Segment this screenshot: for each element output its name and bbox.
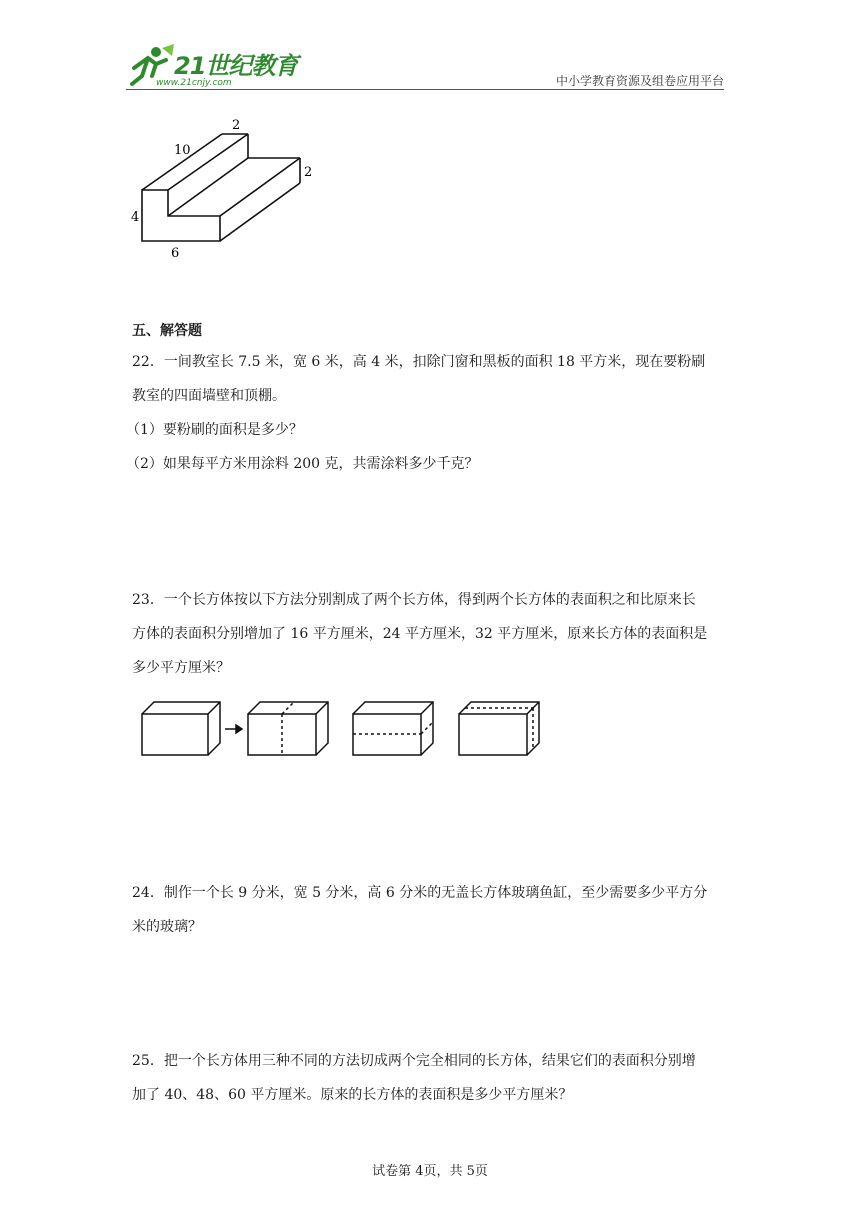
q25-line2: 加了 40、48、60 平方厘米。原来的长方体的表面积是多少平方厘米？ bbox=[132, 1087, 573, 1103]
arrow-icon bbox=[225, 725, 242, 733]
page-footer: 试卷第 4页，共 5页 bbox=[372, 1164, 488, 1179]
q23-line1: 23．一个长方体按以下方法分别割成了两个长方体，得到两个长方体的表面积之和比原来长 bbox=[132, 592, 696, 608]
logo-main-text: 21世纪教育 bbox=[174, 52, 298, 80]
q23-line3: 多少平方厘米？ bbox=[132, 660, 230, 676]
label-right: 2 bbox=[304, 165, 313, 180]
site-logo[interactable] bbox=[126, 42, 296, 92]
q22-line1: 22．一间教室长 7.5 米，宽 6 米，高 4 米，扣除门窗和黑板的面积 18 平方米，现在要粉刷 bbox=[132, 354, 706, 370]
label-left: 4 bbox=[131, 210, 140, 225]
q24-line1: 24．制作一个长 9 分米，宽 5 分米，高 6 分米的无盖长方体玻璃鱼缸，至少需要多少平方分 bbox=[132, 885, 708, 901]
question-25 bbox=[132, 1044, 732, 1112]
q25-line1: 25．把一个长方体用三种不同的方法切成两个完全相同的长方体，结果它们的表面积分别增 bbox=[132, 1053, 696, 1069]
label-bottom: 6 bbox=[171, 246, 180, 261]
q23-line2: 方体的表面积分别增加了 16 平方厘米，24 平方厘米，32 平方厘米，原来长方体的表面积是 bbox=[132, 626, 708, 642]
question-24 bbox=[132, 876, 732, 944]
cuboid-original bbox=[142, 702, 220, 755]
page-header bbox=[0, 0, 860, 100]
cuboid-cut-depth bbox=[459, 702, 539, 755]
label-top: 2 bbox=[232, 118, 241, 133]
l-shape-solid-figure bbox=[126, 110, 326, 270]
q24-line2: 米的玻璃？ bbox=[132, 919, 202, 935]
logo-url: www.21cnjy.com bbox=[156, 78, 232, 88]
cuboid-cut-vertical bbox=[248, 702, 328, 755]
label-length: 10 bbox=[174, 143, 191, 158]
header-divider bbox=[126, 89, 724, 90]
q22-sub2: （2）如果每平方米用涂料 200 克，共需涂料多少千克？ bbox=[126, 456, 479, 472]
platform-name: 中小学教育资源及组卷应用平台 bbox=[555, 74, 724, 88]
question-23 bbox=[132, 583, 732, 685]
q22-sub1: （1）要粉刷的面积是多少？ bbox=[126, 422, 303, 438]
question-22 bbox=[126, 345, 732, 481]
cut-cuboids-figure bbox=[136, 698, 556, 762]
cuboid-cut-horizontal bbox=[353, 702, 433, 755]
front-face bbox=[142, 190, 220, 241]
q22-line2: 教室的四面墙壁和顶棚。 bbox=[132, 388, 286, 404]
section-title: 五、解答题 bbox=[132, 323, 202, 339]
